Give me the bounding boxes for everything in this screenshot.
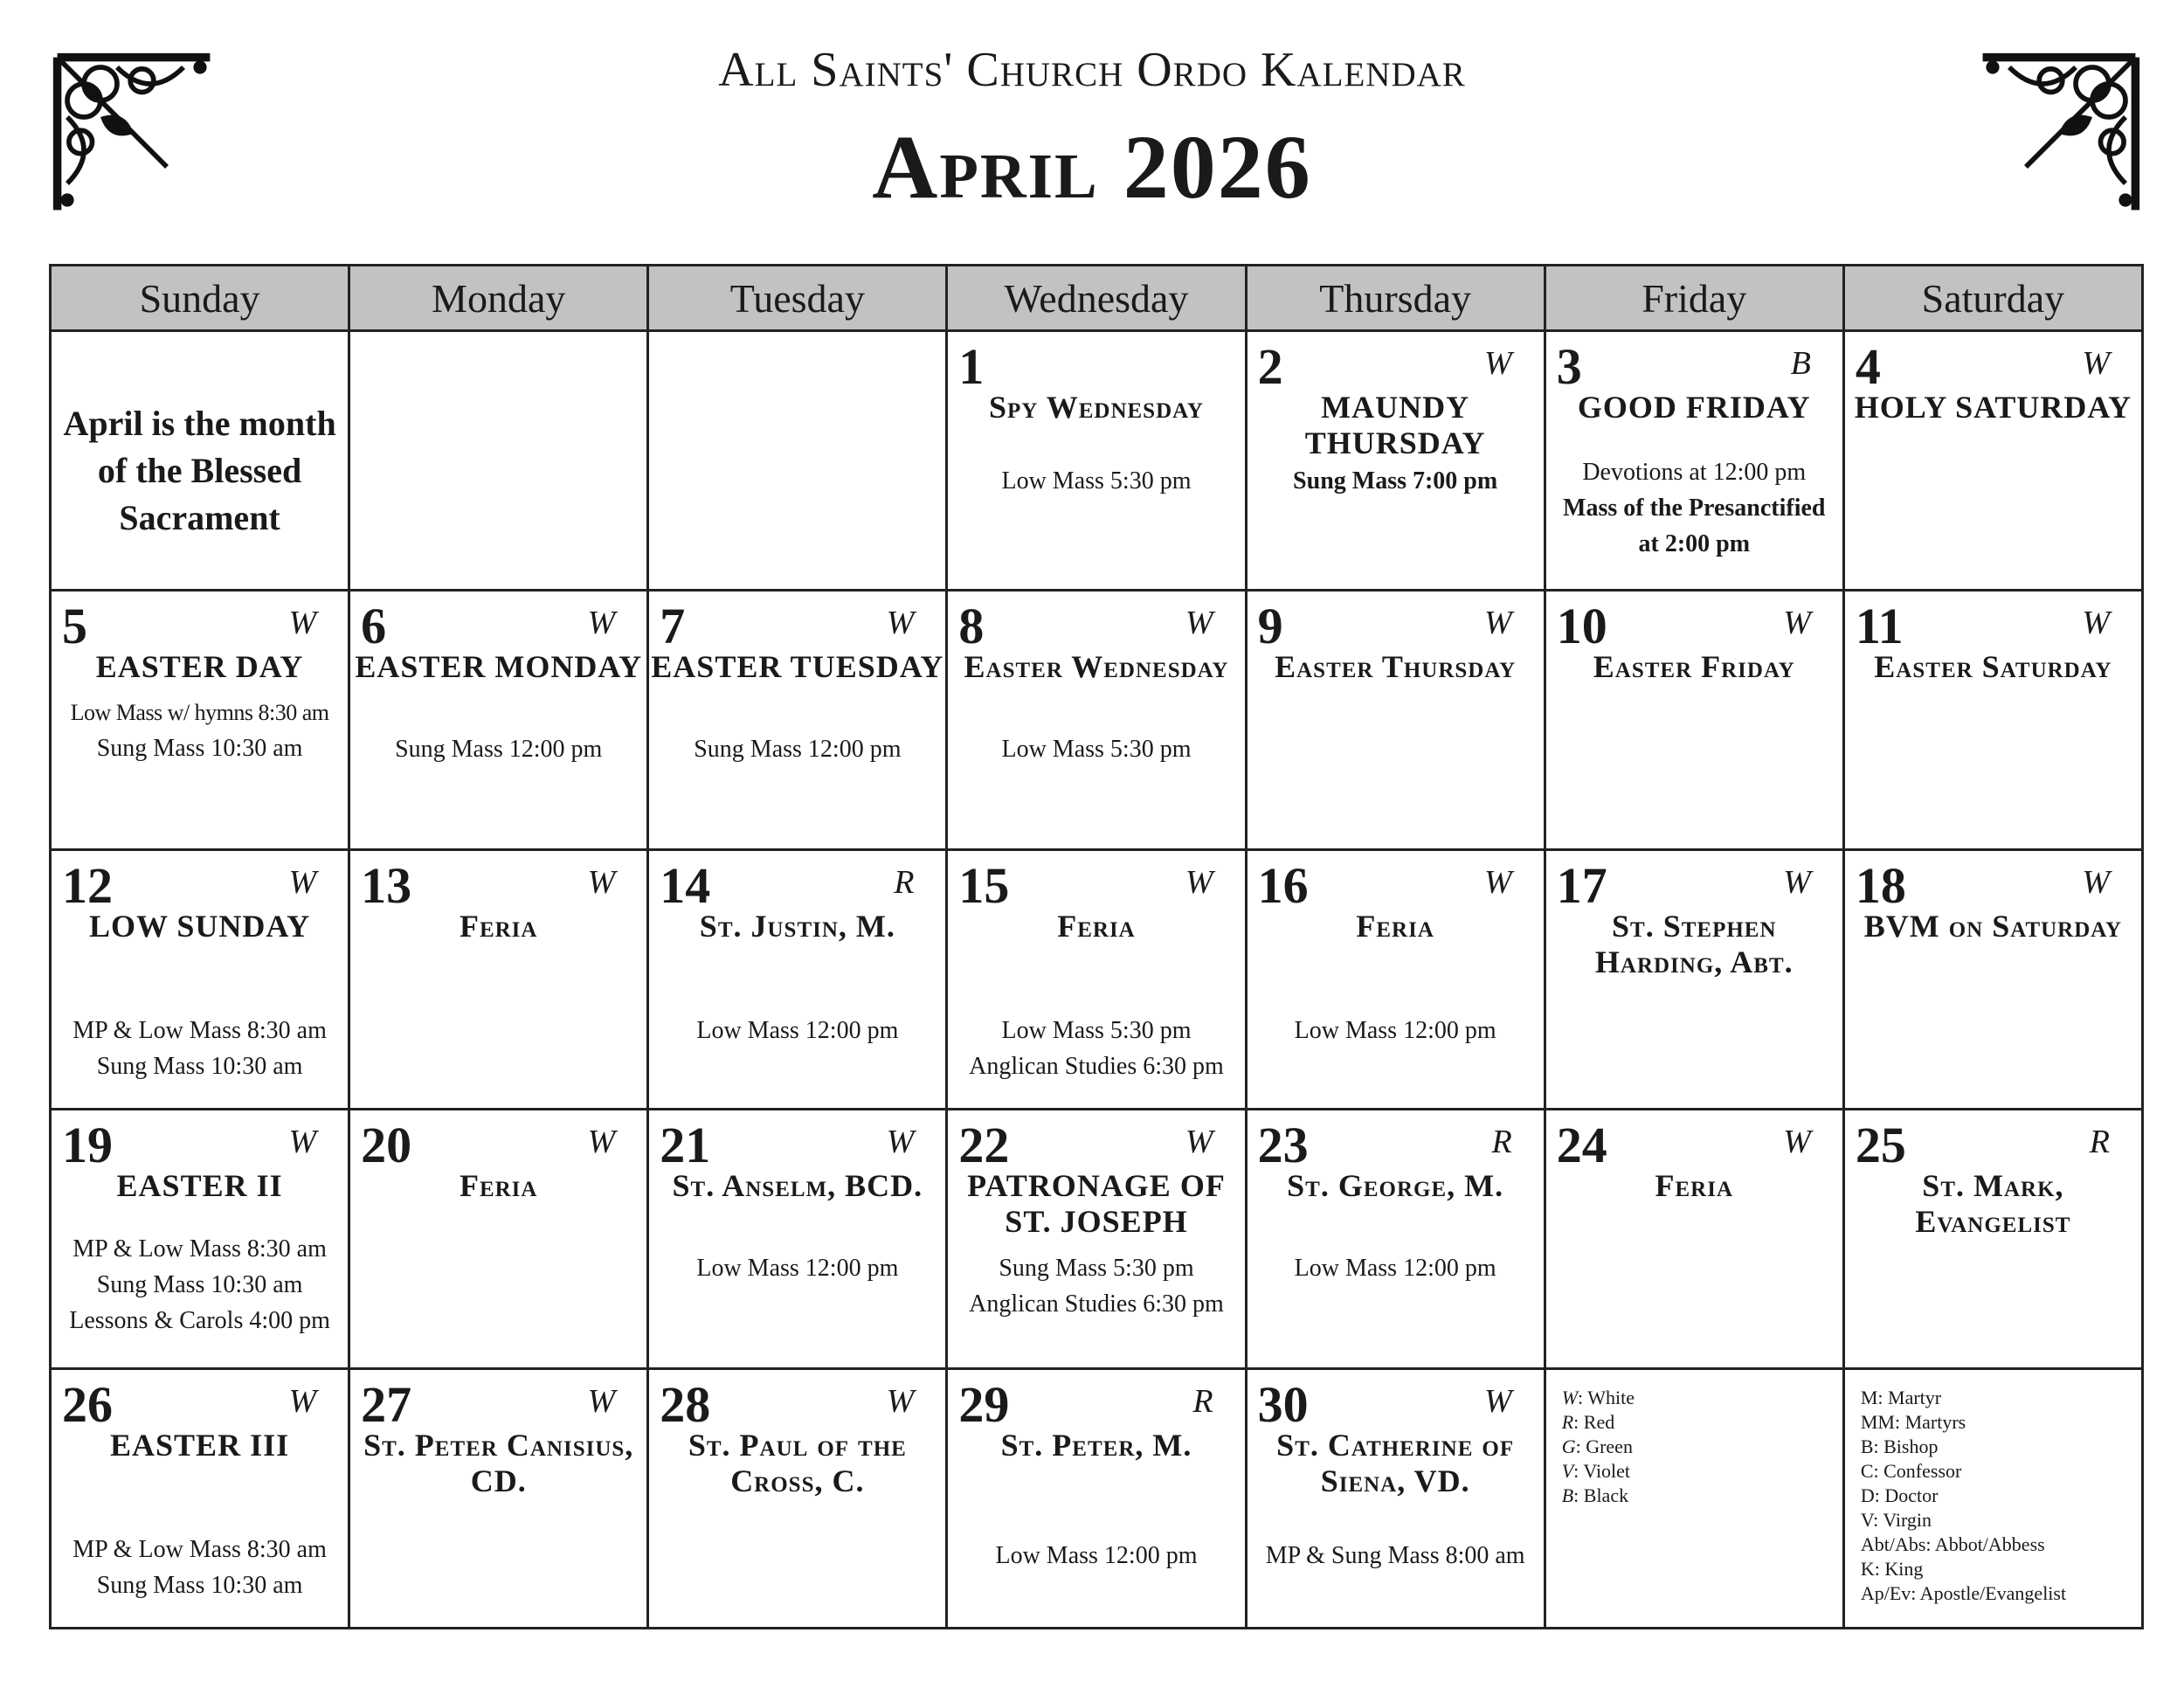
day-number: 11 — [1855, 598, 1904, 654]
weekday-header: Friday — [1545, 266, 1843, 331]
legend-entry: G: Green — [1561, 1435, 1633, 1457]
service-time: Sung Mass 12:00 pm — [694, 736, 902, 763]
day-number: 20 — [361, 1117, 412, 1173]
feast-name: EASTER DAY — [95, 649, 304, 684]
day-number: 14 — [660, 857, 711, 914]
day-cell — [947, 850, 1246, 1110]
feast-name: St. Anselm, BCD. — [672, 1168, 923, 1203]
day-cell — [1246, 850, 1545, 1110]
feast-name: St. Stephen Harding, Abt. — [1594, 909, 1794, 979]
liturgical-color: R — [894, 864, 915, 901]
service-times — [1248, 1538, 1544, 1574]
day-number: 3 — [1556, 338, 1582, 395]
service-time: Anglican Studies 6:30 pm — [969, 1290, 1224, 1318]
weekday-header: Tuesday — [648, 266, 947, 331]
weekday-header: Saturday — [1843, 266, 2142, 331]
day-cell — [1545, 591, 1843, 850]
day-number: 22 — [958, 1117, 1010, 1173]
feast-name: EASTER III — [110, 1428, 290, 1463]
day-cell — [51, 1369, 349, 1629]
day-cell — [1843, 591, 2142, 850]
liturgical-color: R — [1491, 1124, 1512, 1160]
liturgical-color: W — [288, 605, 317, 641]
color-legend-cell — [1545, 1369, 1843, 1629]
service-times — [52, 1231, 348, 1339]
feast-name: Feria — [459, 1168, 538, 1203]
day-number: 1 — [958, 338, 985, 395]
feast-name: St. Catherine of Siena, VD. — [1276, 1428, 1515, 1498]
week-row — [51, 1369, 2143, 1629]
service-times — [948, 1013, 1244, 1084]
service-times — [52, 695, 348, 766]
feast-name: St. George, M. — [1287, 1168, 1504, 1203]
liturgical-color: W — [1783, 1124, 1811, 1160]
service-times — [948, 1538, 1244, 1574]
empty-day-cell — [648, 331, 947, 591]
service-time: Low Mass 5:30 pm — [1001, 467, 1192, 495]
service-time: MP & Low Mass 8:30 am — [73, 1235, 327, 1263]
day-cell — [648, 850, 947, 1110]
day-number: 28 — [660, 1376, 711, 1433]
service-times — [1248, 463, 1544, 499]
legend-entry: D: Doctor — [1860, 1484, 1939, 1506]
calendar-title: All Saints' Church Ordo Kalendar — [718, 43, 1466, 97]
day-number: 12 — [62, 857, 113, 914]
legend-entry: B: Bishop — [1860, 1435, 1939, 1457]
feast-name: EASTER TUESDAY — [651, 649, 944, 684]
liturgical-color: W — [1484, 864, 1512, 901]
day-number: 7 — [660, 598, 686, 654]
feast-name: EASTER MONDAY — [355, 649, 643, 684]
feast-name: Feria — [1057, 909, 1136, 944]
feast-name: Easter Saturday — [1874, 649, 2112, 684]
day-cell — [1545, 1110, 1843, 1369]
liturgical-color: W — [587, 1124, 616, 1160]
day-cell — [51, 850, 349, 1110]
week-row — [51, 850, 2143, 1110]
service-time: Low Mass 12:00 pm — [696, 1255, 899, 1282]
weekday-header: Wednesday — [947, 266, 1246, 331]
day-cell — [349, 1369, 648, 1629]
feast-name: MAUNDY THURSDAY — [1304, 390, 1486, 460]
service-time: at 2:00 pm — [1638, 530, 1751, 557]
liturgical-color: W — [1484, 345, 1512, 382]
service-times — [52, 1532, 348, 1603]
liturgical-color: W — [886, 1124, 915, 1160]
day-number: 16 — [1257, 857, 1309, 914]
day-number: 13 — [361, 857, 412, 914]
day-number: 15 — [958, 857, 1010, 914]
feast-name: St. Peter, M. — [1000, 1428, 1192, 1463]
day-cell — [648, 1110, 947, 1369]
week-row — [51, 1110, 2143, 1369]
day-number: 4 — [1855, 338, 1881, 395]
abbreviation-legend-cell — [1843, 1369, 2142, 1629]
service-time: Low Mass w/ hymns 8:30 am — [70, 700, 329, 725]
empty-day-cell — [349, 331, 648, 591]
day-cell — [349, 850, 648, 1110]
liturgical-color: W — [1185, 864, 1213, 901]
feast-name: Easter Wednesday — [964, 649, 1229, 684]
legend-entry: R: Red — [1561, 1411, 1615, 1433]
liturgical-color: W — [1484, 1383, 1512, 1420]
day-cell — [947, 331, 1246, 591]
legend-entry: B: Black — [1561, 1484, 1629, 1506]
day-cell — [1843, 1110, 2142, 1369]
service-time: Mass of the Presanctified — [1563, 495, 1826, 522]
service-times — [350, 731, 646, 767]
service-times — [649, 731, 945, 767]
feast-name: EASTER II — [116, 1168, 283, 1203]
liturgical-color: W — [288, 864, 317, 901]
day-number: 5 — [62, 598, 87, 654]
day-cell — [1246, 1110, 1545, 1369]
day-cell — [1843, 850, 2142, 1110]
feast-name: HOLY SATURDAY — [1854, 390, 2132, 425]
day-number: 25 — [1855, 1117, 1906, 1173]
day-cell — [349, 1110, 648, 1369]
feast-name: LOW SUNDAY — [89, 909, 311, 944]
service-times — [1248, 1013, 1544, 1048]
day-number: 18 — [1855, 857, 1906, 914]
feast-name: BVM on Saturday — [1863, 909, 2123, 944]
feast-name: St. Justin, M. — [699, 909, 895, 944]
service-times — [1248, 1250, 1544, 1286]
day-cell — [947, 1110, 1246, 1369]
week-row — [51, 331, 2143, 591]
weekday-header-row — [51, 266, 2143, 331]
weekday-header: Thursday — [1246, 266, 1545, 331]
calendar-grid — [49, 264, 2144, 1629]
feast-name: Spy Wednesday — [989, 390, 1204, 425]
week-row — [51, 591, 2143, 850]
liturgical-color: R — [1192, 1383, 1213, 1420]
service-times — [649, 1013, 945, 1048]
month-devotion-note: April is the month of the Blessed Sacrament — [63, 404, 336, 537]
service-time: Sung Mass 7:00 pm — [1293, 467, 1498, 495]
legend-entry: V: Virgin — [1860, 1509, 1932, 1531]
legend-entry: K: King — [1860, 1558, 1924, 1580]
service-time: MP & Low Mass 8:30 am — [73, 1017, 327, 1044]
corner-ornament-icon — [1976, 51, 2142, 217]
liturgical-color: W — [288, 1124, 317, 1160]
feast-name: St. Paul of the Cross, C. — [688, 1428, 907, 1498]
feast-name: Easter Thursday — [1275, 649, 1517, 684]
day-number: 2 — [1257, 338, 1283, 395]
corner-ornament-icon — [51, 51, 217, 217]
service-time: Sung Mass 10:30 am — [96, 1053, 303, 1080]
service-time: Anglican Studies 6:30 pm — [969, 1053, 1224, 1080]
liturgical-color: W — [1783, 864, 1811, 901]
service-time: Lessons & Carols 4:00 pm — [69, 1307, 330, 1334]
day-cell — [349, 591, 648, 850]
month-title: April 2026 — [872, 117, 1312, 218]
weekday-header: Sunday — [51, 266, 349, 331]
service-time: Low Mass 5:30 pm — [1001, 736, 1192, 763]
legend-entry: W: White — [1561, 1387, 1635, 1408]
service-time: Low Mass 12:00 pm — [696, 1017, 899, 1044]
day-number: 27 — [361, 1376, 412, 1433]
liturgical-color: W — [2082, 864, 2110, 901]
legend-entry: M: Martyr — [1860, 1387, 1942, 1408]
legend-entry: Ap/Ev: Apostle/Evangelist — [1860, 1582, 2067, 1604]
liturgical-color: W — [587, 864, 616, 901]
service-time: MP & Sung Mass 8:00 am — [1265, 1542, 1525, 1569]
feast-name: Feria — [1356, 909, 1434, 944]
liturgical-color: R — [2089, 1124, 2110, 1160]
day-number: 21 — [660, 1117, 711, 1173]
service-times — [1546, 454, 1842, 562]
day-cell — [648, 1369, 947, 1629]
feast-name: Feria — [1655, 1168, 1734, 1203]
liturgical-color: B — [1790, 345, 1811, 382]
service-time: Devotions at 12:00 pm — [1582, 459, 1807, 486]
day-number: 26 — [62, 1376, 113, 1433]
day-cell — [51, 1110, 349, 1369]
feast-name: GOOD FRIDAY — [1577, 390, 1811, 425]
color-legend — [1562, 1386, 1635, 1508]
liturgical-color: W — [886, 1383, 915, 1420]
service-time: Low Mass 12:00 pm — [1294, 1255, 1496, 1282]
day-cell — [1246, 591, 1545, 850]
liturgical-color: W — [587, 1383, 616, 1420]
weekday-header: Monday — [349, 266, 648, 331]
day-cell — [1246, 331, 1545, 591]
liturgical-color: W — [2082, 345, 2110, 382]
day-number: 23 — [1257, 1117, 1309, 1173]
service-time: Sung Mass 5:30 pm — [999, 1255, 1194, 1282]
liturgical-color: W — [1185, 605, 1213, 641]
day-cell — [1246, 1369, 1545, 1629]
liturgical-color: W — [587, 605, 616, 641]
day-number: 19 — [62, 1117, 113, 1173]
service-time: Sung Mass 10:30 am — [96, 735, 303, 762]
feast-name: PATRONAGE OF ST. JOSEPH — [967, 1168, 1226, 1239]
day-number: 29 — [958, 1376, 1010, 1433]
liturgical-color: W — [886, 605, 915, 641]
day-cell — [947, 1369, 1246, 1629]
liturgical-color: W — [2082, 605, 2110, 641]
day-number: 24 — [1556, 1117, 1607, 1173]
day-number: 30 — [1257, 1376, 1309, 1433]
service-time: Low Mass 12:00 pm — [995, 1542, 1198, 1569]
service-time: Sung Mass 12:00 pm — [395, 736, 603, 763]
service-time: Sung Mass 10:30 am — [96, 1271, 303, 1298]
feast-name: St. Peter Canisius, CD. — [363, 1428, 634, 1498]
legend-entry: MM: Martyrs — [1860, 1411, 1966, 1433]
day-cell — [1843, 331, 2142, 591]
day-cell — [51, 591, 349, 850]
day-number: 8 — [958, 598, 985, 654]
day-number: 17 — [1556, 857, 1607, 914]
service-time: MP & Low Mass 8:30 am — [73, 1536, 327, 1563]
liturgical-color: W — [1185, 1124, 1213, 1160]
liturgical-color: W — [288, 1383, 317, 1420]
liturgical-color: W — [1484, 605, 1512, 641]
day-cell — [947, 591, 1246, 850]
feast-name: Feria — [459, 909, 538, 944]
day-number: 6 — [361, 598, 387, 654]
day-number: 10 — [1556, 598, 1607, 654]
service-times — [649, 1250, 945, 1286]
legend-entry: Abt/Abs: Abbot/Abbess — [1860, 1533, 2045, 1555]
feast-name: St. Mark, Evangelist — [1915, 1168, 2071, 1239]
day-cell — [648, 591, 947, 850]
service-times — [948, 731, 1244, 767]
liturgical-color: W — [1783, 605, 1811, 641]
abbreviation-legend — [1861, 1386, 2066, 1606]
service-times — [948, 463, 1244, 499]
feast-name: Easter Friday — [1593, 649, 1795, 684]
day-cell — [51, 331, 349, 591]
service-times — [52, 1013, 348, 1084]
service-time: Sung Mass 10:30 am — [96, 1572, 303, 1599]
service-time: Low Mass 5:30 pm — [1001, 1017, 1192, 1044]
day-number: 9 — [1257, 598, 1283, 654]
legend-entry: C: Confessor — [1860, 1460, 1962, 1482]
day-cell — [1545, 850, 1843, 1110]
legend-entry: V: Violet — [1561, 1460, 1631, 1482]
day-cell — [1545, 331, 1843, 591]
service-time: Low Mass 12:00 pm — [1294, 1017, 1496, 1044]
service-times — [948, 1250, 1244, 1322]
